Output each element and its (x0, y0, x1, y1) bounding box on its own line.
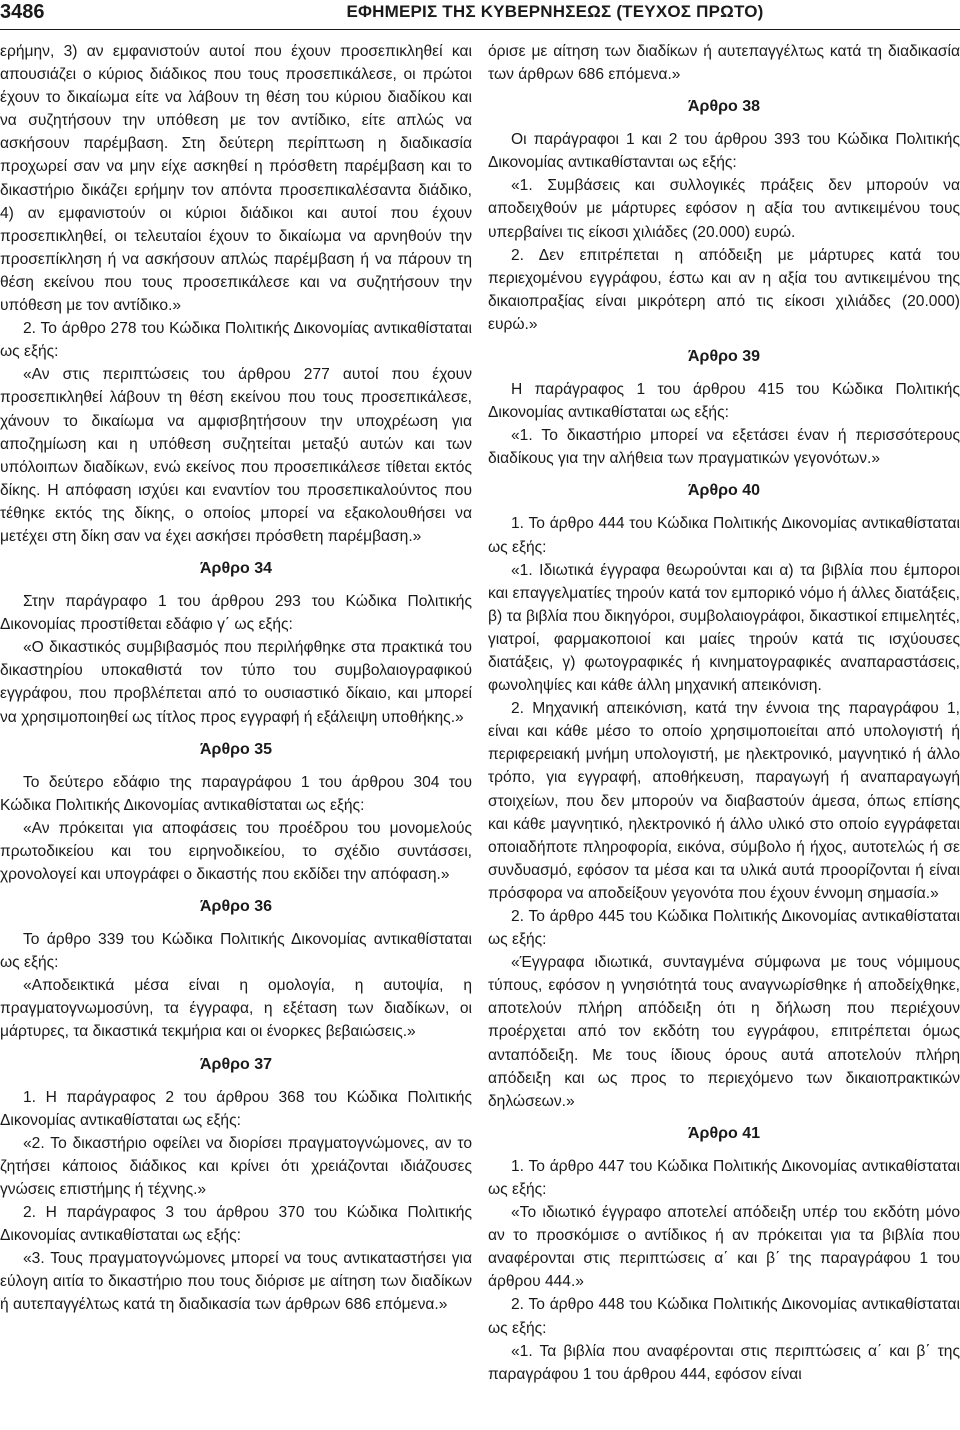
paragraph: 2. Το άρθρο 278 του Κώδικα Πολιτικής Δικονομίας αντικαθίσταται ως εξής: (0, 320, 472, 361)
paragraph: Οι παράγραφοι 1 και 2 του άρθρου 393 του Κώδικα Πολιτικής Δικονομίας αντικαθίστανται ως εξής: (488, 131, 960, 172)
right-column (488, 40, 960, 1386)
page-header (0, 0, 960, 30)
paragraph: ερήμην, 3) αν εμφανιστούν αυτοί που έχουν προσεπικληθεί και απουσιάζει ο κύριος διάδικος που τους προσεπικάλεσε, οι πρώτοι έχουν το δικαίωμα είτε να λάβουν τη θέση του κύριου διαδίκου και να συζητήσουν την υπόθεση με τον αντίδικο, είτε απλώς να ασκήσουν παρέμβαση. Στη δεύτερη περίπτωση η διαδικασία προχωρεί σαν να μην είχε ασκηθεί η πρόσθετη παρέμβαση και το δικαστήριο δικάζει ερήμην τον απόντα προσεπικαλέσαντα διάδικο, 4) αν εμφανιστούν οι κύριοι διάδικοι και αυτοί που έχουν προσεπικληθεί, οι τελευταίοι έχουν το δικαίωμα να αρνηθούν την προσεπίκληση ή να ασκήσουν απλώς παρέμβαση ή να πάρουν τη θέση εκείνου που τους προσεπικάλεσε και να συζητήσουν την υπόθεση με τον αντίδικο.» (0, 43, 472, 315)
paragraph: «1. Τα βιβλία που αναφέρονται στις περιπτώσεις α΄ και β΄ της παραγράφου 1 του άρθρου 444, εφόσον είναι (488, 1342, 960, 1383)
paragraph: 1. Το άρθρο 447 του Κώδικα Πολιτικής Δικονομίας αντικαθίσταται ως εξής: (488, 1157, 960, 1198)
header-rule (0, 29, 960, 30)
paragraph: Στην παράγραφο 1 του άρθρου 293 του Κώδικα Πολιτικής Δικονομίας προστίθεται εδάφιο γ΄ ως εξής: (0, 593, 472, 634)
paragraph: «1. Ιδιωτικά έγγραφα θεωρούνται και α) τα βιβλία που έμποροι και επαγγελματίες τηρούν κατά τον εμπορικό νόμο ή άλλες διατάξεις, β) τα βιβλία που δικηγόροι, συμβολαιογράφοι, δικαστικοί επιμελητές, γιατροί, φαρμακοποιοί και μαίες τηρούν κατά τις ισχύουσες διατάξεις, γ) φωτογραφικές ή κινηματογραφικές αναπαραστάσεις, φωνοληψίες και κάθε άλλη μηχανική απεικόνιση. (488, 561, 960, 695)
paragraph: «3. Τους πραγματογνώμονες μπορεί να τους αντικαταστήσει για εύλογη αιτία το δικαστήριο που τους διόρισε με αίτηση των διαδίκων ή αυτεπαγγέλτως κατά τη διαδικασία των άρθρων 686 επόμενα.» (0, 1250, 472, 1314)
article-heading-40: Άρθρο 40 (687, 482, 760, 500)
paragraph: 1. Το άρθρο 444 του Κώδικα Πολιτικής Δικονομίας αντικαθίσταται ως εξής: (488, 515, 960, 556)
article-heading-37: Άρθρο 37 (199, 1055, 272, 1073)
paragraph: «Ο δικαστικός συμβιβασμός που περιλήφθηκε στα πρακτικά του δικαστηρίου υποκαθιστά τον τύπο του συμβολαιογραφικού εγγράφου, που προβλέπεται από το ουσιαστικό δίκαιο, και μπορεί να χρησιμοποιηθεί ως τίτλος προς εγγραφή ή εξάλειψη υποθήκης.» (0, 639, 472, 726)
paragraph: 2. Το άρθρο 448 του Κώδικα Πολιτικής Δικονομίας αντικαθίσταται ως εξής: (488, 1296, 960, 1337)
paragraph: Η παράγραφος 1 του άρθρου 415 του Κώδικα Πολιτικής Δικονομίας αντικαθίσταται ως εξής: (488, 381, 960, 422)
paragraph: 2. Η παράγραφος 3 του άρθρου 370 του Κώδικα Πολιτικής Δικονομίας αντικαθίσταται ως εξής: (0, 1204, 472, 1245)
paragraph: Το δεύτερο εδάφιο της παραγράφου 1 του άρθρου 304 του Κώδικα Πολιτικής Δικονομίας αντικαθίσταται ως εξής: (0, 773, 472, 814)
article-heading-41: Άρθρο 41 (687, 1124, 760, 1142)
paragraph: «Αν στις περιπτώσεις του άρθρου 277 αυτοί που έχουν προσεπικληθεί λάβουν τη θέση εκείνου που τους προσεπικάλεσε, χάνουν το δικαίωμα να αμφισβητήσουν την υποχρέωση για αποζημίωση και η υπόθεση συζητείται μεταξύ αυτών και των υπόλοιπων διαδίκων, ενώ εκείνος που προσεπικάλεσε τίθεται εκτός δίκης. Η απόφαση ισχύει και εναντίον του προσεπικαλούντος που τέθηκε εκτός της δίκης, ο οποίος μπορεί να εξακολουθήσει να μετέχει στη δίκη σαν να έχει ασκήσει πρόσθετη παρέμβαση.» (0, 366, 472, 545)
article-heading-38: Άρθρο 38 (687, 98, 760, 116)
article-heading-39: Άρθρο 39 (687, 348, 760, 366)
article-heading-36: Άρθρο 36 (199, 898, 272, 916)
paragraph: «Έγγραφα ιδιωτικά, συνταγμένα σύμφωνα με τους νόμιμους τύπους, εφόσον η γνησιότητά τους αναγνωρίσθηκε ή αποδείχθηκε, αποτελούν πλήρη απόδειξη ότι η δήλωση που περιέχουν προέρχεται από τον εκδότη του εγγράφου, επιτρέπεται όμως ανταπόδειξη. Με τους ίδιους όρους αυτά αποτελούν πλήρη απόδειξη και ως προς το περιεχόμενο των δικαιοπρακτικών δηλώσεων.» (488, 954, 960, 1110)
paragraph: 2. Δεν επιτρέπεται η απόδειξη με μάρτυρες κατά του περιεχομένου εγγράφου, έστω και αν η αξία του αντικειμένου της δικαιοπραξίας είναι μικρότερη από τις είκοσι χιλιάδες (20.000) ευρώ.» (488, 246, 960, 333)
paragraph: «Αν πρόκειται για αποφάσεις του προέδρου του μονομελούς πρωτοδικείου και του ειρηνοδικείου, το σχέδιο συντάσσει, χρονολογεί και υπογράφει ο δικαστής που εκδίδει την απόφαση.» (0, 819, 472, 883)
article-heading-34: Άρθρο 34 (199, 560, 272, 578)
paragraph: «1. Συμβάσεις και συλλογικές πράξεις δεν μπορούν να αποδειχθούν με μάρτυρες εφόσον η αξία του αντικειμένου τους υπερβαίνει τις είκοσι χιλιάδες (20.000) ευρώ. (488, 177, 960, 241)
paragraph: «Αποδεικτικά μέσα είναι η ομολογία, η αυτοψία, η πραγματογνωμοσύνη, τα έγγραφα, η εξέταση των διαδίκων, οι μάρτυρες, τα δικαστικά τεκμήρια και οι ένορκες βεβαιώσεις.» (0, 977, 472, 1041)
paragraph: όρισε με αίτηση των διαδίκων ή αυτεπαγγέλτως κατά τη διαδικασία των άρθρων 686 επόμενα.» (488, 43, 960, 84)
left-column (0, 40, 472, 1317)
journal-title: ΕΦΗΜΕΡΙΣ ΤΗΣ ΚΥΒΕΡΝΗΣΕΩΣ (ΤΕΥΧΟΣ ΠΡΩΤΟ) (346, 2, 764, 21)
paragraph: 2. Μηχανική απεικόνιση, κατά την έννοια της παραγράφου 1, είναι και κάθε μέσο το οποίο χρησιμοποιείται από υπολογιστή ή περιφερειακή μνήμη υπολογιστή, με ηλεκτρονικό, μαγνητικό ή άλλο τρόπο, για εγγραφή, αποθήκευση, παραγωγή ή αναπαραγωγή στοιχείων, που δεν μπορούν να διαβαστούν άμεσα, όπως επίσης και κάθε μαγνητικό, ηλεκτρονικό ή άλλο υλικό στο οποίο εγγράφεται οποιαδήποτε πληροφορία, εικόνα, σύμβολο ή ήχος, αυτοτελώς ή σε συνδυασμό, εφόσον τα μέσα και τα υλικά αυτά προορίζονται ή είναι πρόσφορα να αποδείξουν γεγονότα που έχουν έννομη σημασία.» (488, 700, 960, 902)
paragraph: «Το ιδιωτικό έγγραφο αποτελεί απόδειξη υπέρ του εκδότη μόνο αν το προσκόμισε ο αντίδικος ή αν πρόκειται για τα βιβλία που αναφέρονται στις περιπτώσεις α΄ και β΄ της παραγράφου 1 του άρθρου 444.» (488, 1204, 960, 1291)
paragraph: 1. Η παράγραφος 2 του άρθρου 368 του Κώδικα Πολιτικής Δικονομίας αντικαθίσταται ως εξής: (0, 1088, 472, 1129)
paragraph: «1. Το δικαστήριο μπορεί να εξετάσει έναν ή περισσότερους διαδίκους για την αλήθεια των πραγματικών γεγονότων.» (488, 427, 960, 468)
paragraph: 2. Το άρθρο 445 του Κώδικα Πολιτικής Δικονομίας αντικαθίσταται ως εξής: (488, 908, 960, 949)
article-heading-35: Άρθρο 35 (199, 740, 272, 758)
paragraph: Το άρθρο 339 του Κώδικα Πολιτικής Δικονομίας αντικαθίσταται ως εξής: (0, 931, 472, 972)
paragraph: «2. Το δικαστήριο οφείλει να διορίσει πραγματογνώμονες, αν το ζητήσει κάποιος διάδικος και κρίνει ότι χρειάζονται ιδιάζουσες γνώσεις επιστήμης ή τέχνης.» (0, 1134, 472, 1198)
page-number: 3486 (0, 1, 45, 23)
